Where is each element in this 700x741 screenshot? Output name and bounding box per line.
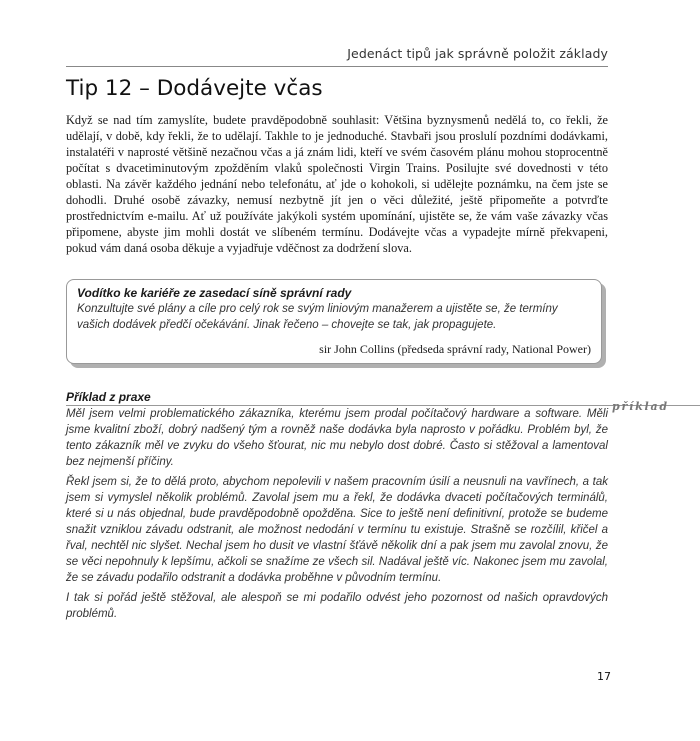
example-paragraph: I tak si pořád ještě stěžoval, ale alespoň se mi podařilo odvést jeho pozornost od našich opravdových problémů. [66,592,608,620]
quote-text: Konzultujte své plány a cíle pro celý rok se svým liniovým manažerem a ujistěte se, že termíny vašich dodávek předčí očekávání. Jinak řečeno – chovejte se tak, jak propagujete. [77,303,558,331]
tip-body-text: Když se nad tím zamyslíte, budete pravděpodobně souhlasit: Většina byznysmenů nedělá to, co řekli, že udělají, v době, kdy řekli, že to udělají. Takhle to je jednoduché. Stavbaři jsou proslulí pozdními dodávkami, instalatéři v naprosté většině nezačnou včas a já znám lidi, kteří ve svém časovém plánu mohou stoprocentně počítat s dvacetiminutovým zpožděním vlaků společnosti Virgin Trains. Posilujte své dovednosti v této oblasti. Na závěr každého jednání nebo telefonátu, ať jde o kohokoli, si udělejte poznámku, na čem jste se dohodli. Druhé osobě závazky, nemusí nezbytně jít jen o věci důležité, ještě připomeňte a potvrďte prostřednictvím e-mailu. Ať už používáte jakýkoli systém upomínání, ujistěte se, že vám vaše závazky včas připomene, abyste jim mohli dostát ve slíbeném termínu. Dodávejte včas a vypadejte mírně překvapeni, pokud vám daná osoba děkuje a vyjadřuje vděčnost za dodržení slova. [66,113,608,255]
quote-heading: Vodítko ke kariéře ze zasedací síně správní rady [77,286,352,300]
quote-box [66,279,602,364]
example-side-label: příklad [612,400,669,413]
header-rule [66,66,608,67]
example-paragraph: Měl jsem velmi problematického zákazníka, kterému jsem prodal počítačový hardware a software. Měli jsme kvalitní zboží, dobrý nadšený tým a rovněž naše dodávka byla naprosto v pořádku. Problém byl, že tento zákazník měl ve zvyku do všeho šťourat, nic mu nebylo dost dobré. Často si stěžoval a lamentoval bez nejmenší příčiny. [66,408,608,468]
tip-title: Tip 12 – Dodávejte včas [66,76,323,101]
example-paragraph: Řekl jsem si, že to dělá proto, abychom nepolevili v našem pracovním úsilí a neusnuli na vavřínech, a tak jsem si vymyslel několik problémů. Zavolal jsem mu a řekl, že dodávka dvaceti počítačových terminálů, které si u nás objednal, bude pravděpodobně opožděna. Sice to ještě není definitivní, protože se budeme snažit vzniklou závadu odstranit, ale možnost nedodání v termínu tu existuje. Strašně se rozčílil, křičel a řval, nechtěl nic slyšet. Nechal jsem ho dusit ve vlastní šťávě několik dní a pak jsem mu zavolal znovu, že se věci nepohnuly k lepšímu, ačkoli se snažíme ze všech sil. Nadával ještě víc. Nakonec jsem mu zavolal, že se závadu podařilo odstranit a dodávka proběhne v původním termínu. [66,476,608,584]
page-number: 17 [597,670,611,683]
example-heading: Příklad z praxe [66,390,151,404]
running-header: Jedenáct tipů jak správně položit základy [347,46,608,61]
quote-author: sir John Collins (předseda správní rady, National Power) [319,342,591,356]
example-body [66,406,608,626]
